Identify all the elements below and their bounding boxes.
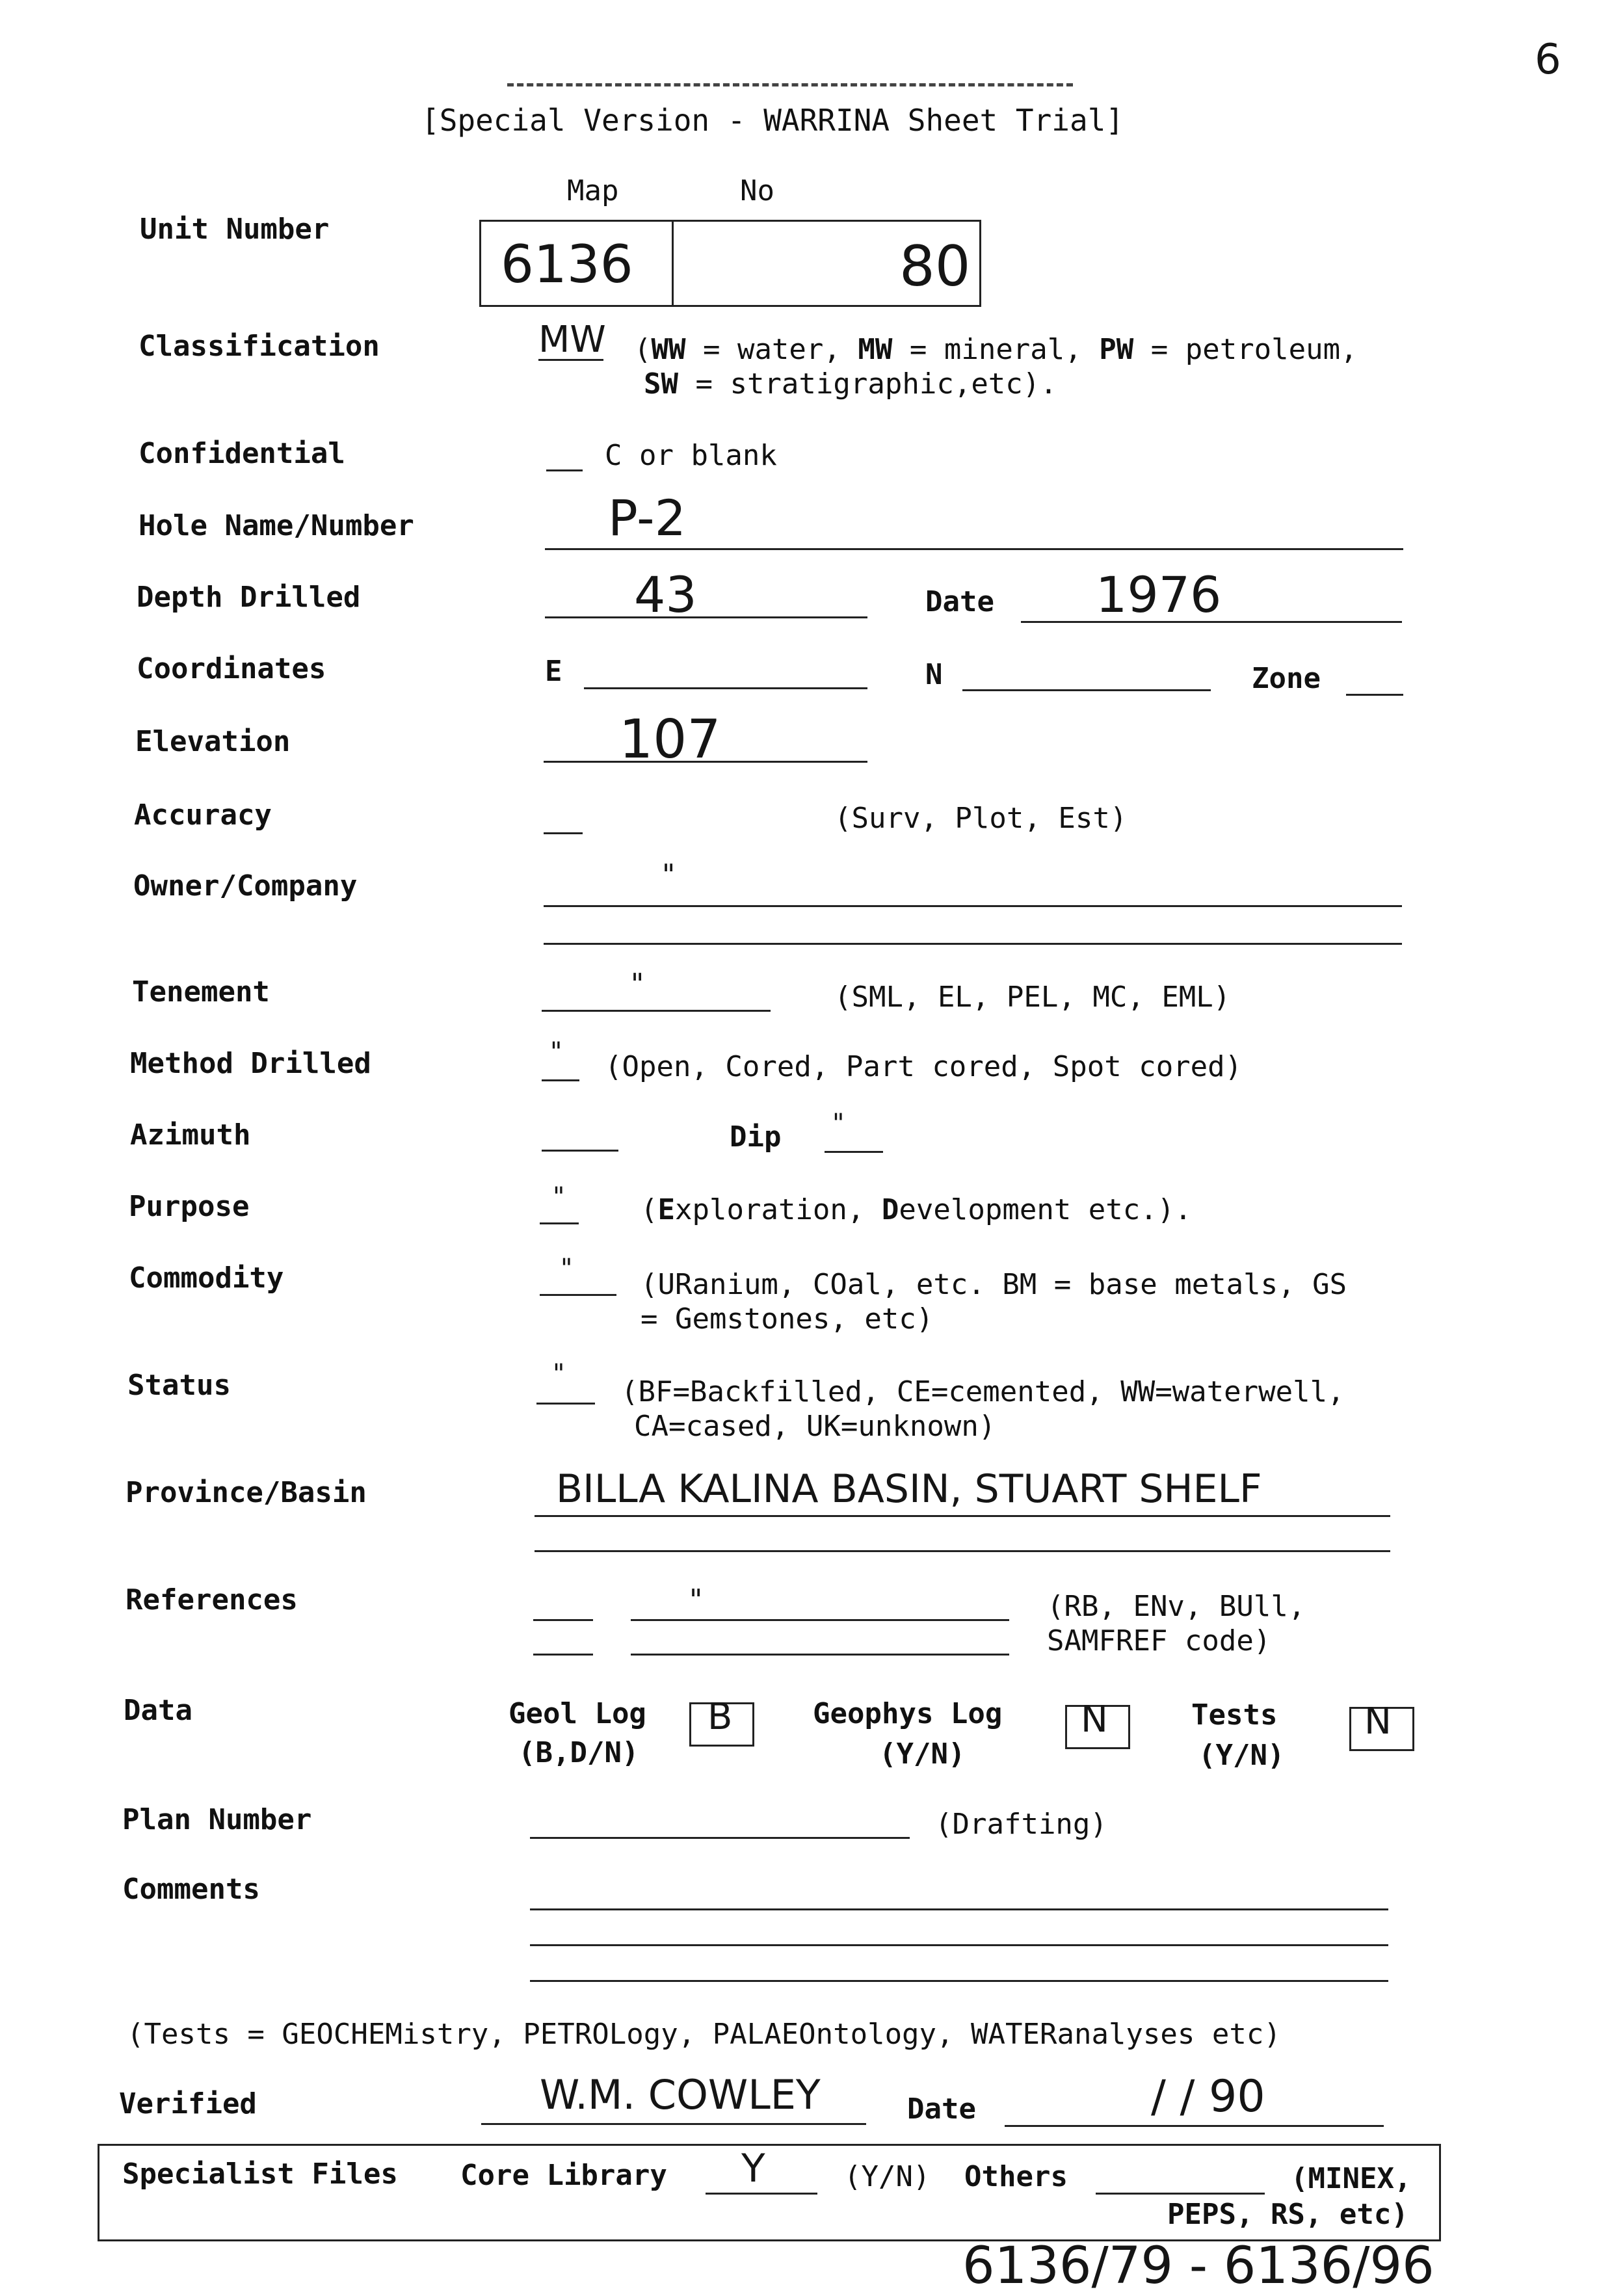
owner-label: Owner/Company [133, 869, 358, 903]
geol-log-sub: (B,D/N) [518, 1736, 639, 1769]
map-number-field[interactable]: 6136 [501, 234, 633, 295]
status-help-2: CA=cased, UK=unknown) [634, 1410, 996, 1443]
province-label: Province/Basin [126, 1476, 367, 1509]
method-line [542, 1079, 579, 1081]
confidential-field[interactable] [546, 469, 583, 471]
dip-label: Dip [730, 1120, 782, 1154]
core-library-line [706, 2193, 817, 2195]
tests-sub: (Y/N) [1198, 1739, 1285, 1772]
core-library-field[interactable]: Y [741, 2146, 765, 2191]
header-rule [507, 83, 1073, 86]
verified-line [481, 2123, 866, 2125]
geophys-log-sub: (Y/N) [879, 1737, 966, 1771]
depth-line [545, 616, 867, 618]
core-library-help: (Y/N) [844, 2160, 931, 2193]
owner-line-2 [544, 943, 1402, 945]
commodity-line [540, 1294, 616, 1296]
specialist-files-label: Specialist Files [122, 2157, 398, 2191]
dip-line [825, 1151, 883, 1153]
purpose-line [540, 1222, 579, 1224]
geol-log-label: Geol Log [509, 1697, 646, 1730]
owner-field[interactable]: " [662, 858, 676, 891]
purpose-help: (Exploration, Development etc.). [641, 1193, 1192, 1226]
plan-number-field[interactable] [530, 1837, 910, 1839]
confidential-label: Confidential [139, 437, 345, 470]
zone-field[interactable] [1346, 694, 1403, 696]
tests-value: N [1364, 1700, 1392, 1743]
northing-label: N [925, 658, 943, 691]
northing-field[interactable] [962, 689, 1211, 691]
comments-line-1[interactable] [530, 1908, 1388, 1910]
province-line-2 [535, 1550, 1390, 1552]
easting-label: E [545, 655, 562, 688]
references-line-1b [631, 1619, 1009, 1621]
commodity-help-2: = Gemstones, etc) [641, 1302, 934, 1336]
tenement-line [542, 1010, 771, 1012]
classification-help-2: SW = stratigraphic,etc). [644, 367, 1057, 401]
references-field[interactable]: " [689, 1583, 703, 1616]
owner-line-1 [544, 905, 1402, 907]
easting-field[interactable] [584, 687, 867, 689]
no-header: No [740, 174, 774, 207]
verified-date-line [1005, 2125, 1384, 2127]
hole-name-label: Hole Name/Number [139, 509, 414, 542]
geophys-log-value: N [1081, 1698, 1108, 1741]
depth-field[interactable]: 43 [634, 566, 697, 624]
plan-number-label: Plan Number [122, 1803, 312, 1836]
references-line-1a [533, 1619, 593, 1621]
hole-name-field[interactable]: P-2 [608, 489, 686, 547]
data-label: Data [124, 1694, 192, 1727]
classification-line [538, 359, 603, 361]
drill-date-line [1021, 621, 1402, 623]
status-line [536, 1403, 595, 1405]
references-help-2: SAMFREF code) [1047, 1624, 1271, 1657]
unit-no-field[interactable]: 80 [899, 234, 971, 299]
classification-help-1: (WW = water, MW = mineral, PW = petroleum, [634, 333, 1358, 366]
method-label: Method Drilled [130, 1047, 371, 1080]
commodity-label: Commodity [129, 1261, 284, 1295]
others-help-2: PEPS, RS, etc) [1167, 2198, 1408, 2231]
references-label: References [126, 1583, 298, 1616]
date-label: Date [925, 585, 994, 618]
unit-number-divider [672, 220, 674, 305]
verified-date-field[interactable]: / / 90 [1151, 2071, 1265, 2122]
province-line-1 [535, 1515, 1390, 1517]
classification-label: Classification [139, 330, 380, 363]
unit-number-label: Unit Number [140, 213, 330, 246]
confidential-help: C or blank [605, 439, 777, 472]
hole-name-line [545, 548, 1403, 550]
comments-line-2[interactable] [530, 1944, 1388, 1946]
geol-log-value: B [707, 1696, 733, 1738]
purpose-label: Purpose [129, 1190, 250, 1223]
elevation-field[interactable]: 107 [619, 709, 721, 771]
commodity-help-1: (URanium, COal, etc. BM = base metals, GS [641, 1268, 1347, 1301]
method-help: (Open, Cored, Part cored, Spot cored) [605, 1050, 1243, 1083]
azimuth-field[interactable] [542, 1150, 618, 1152]
status-field[interactable]: " [553, 1359, 565, 1389]
classification-field[interactable]: MW [538, 319, 606, 361]
page-corner-mark: 6 [1535, 36, 1561, 84]
tenement-field[interactable]: " [631, 968, 644, 1001]
accuracy-label: Accuracy [134, 798, 272, 832]
form-title: [Special Version - WARRINA Sheet Trial] [421, 103, 1124, 138]
province-field[interactable]: BILLA KALINA BASIN, STUART SHELF [556, 1466, 1262, 1512]
others-help-1: (MINEX, [1291, 2162, 1412, 2195]
elevation-label: Elevation [135, 725, 291, 758]
coordinates-label: Coordinates [137, 652, 326, 685]
tests-note: (Tests = GEOCHEMistry, PETROLogy, PALAEOntology, WATERanalyses etc) [127, 2018, 1281, 2051]
status-label: Status [127, 1369, 231, 1402]
verified-date-label: Date [907, 2092, 976, 2126]
comments-line-3[interactable] [530, 1980, 1388, 1982]
plan-number-help: (Drafting) [935, 1808, 1107, 1841]
tenement-help: (SML, EL, PEL, MC, EML) [834, 981, 1231, 1014]
references-line-2b [631, 1654, 1009, 1656]
references-help-1: (RB, ENv, BUll, [1047, 1590, 1306, 1623]
map-header: Map [567, 174, 619, 207]
tests-label: Tests [1191, 1698, 1278, 1732]
references-line-2a [533, 1654, 593, 1656]
geophys-log-label: Geophys Log [813, 1697, 1003, 1730]
footer-note: 6136/79 - 6136/96 [962, 2237, 1434, 2295]
tenement-label: Tenement [132, 975, 270, 1009]
others-field[interactable] [1096, 2193, 1265, 2195]
purpose-field[interactable]: " [553, 1182, 565, 1212]
method-field[interactable]: " [550, 1037, 562, 1067]
commodity-field[interactable]: " [561, 1254, 573, 1284]
comments-label: Comments [122, 1873, 260, 1906]
others-label: Others [964, 2160, 1068, 2193]
zone-label: Zone [1252, 662, 1321, 695]
azimuth-label: Azimuth [130, 1118, 251, 1152]
verified-label: Verified [119, 2087, 257, 2120]
accuracy-help: (Surv, Plot, Est) [834, 802, 1128, 835]
core-library-label: Core Library [460, 2159, 667, 2192]
dip-field[interactable]: " [832, 1109, 845, 1139]
accuracy-field[interactable] [544, 832, 583, 834]
verified-signature[interactable]: W.M. COWLEY [540, 2071, 821, 2118]
status-help-1: (BF=Backfilled, CE=cemented, WW=waterwell, [621, 1375, 1345, 1408]
depth-label: Depth Drilled [137, 581, 361, 614]
elevation-line [544, 761, 867, 763]
drill-date-field[interactable]: 1976 [1096, 566, 1222, 624]
